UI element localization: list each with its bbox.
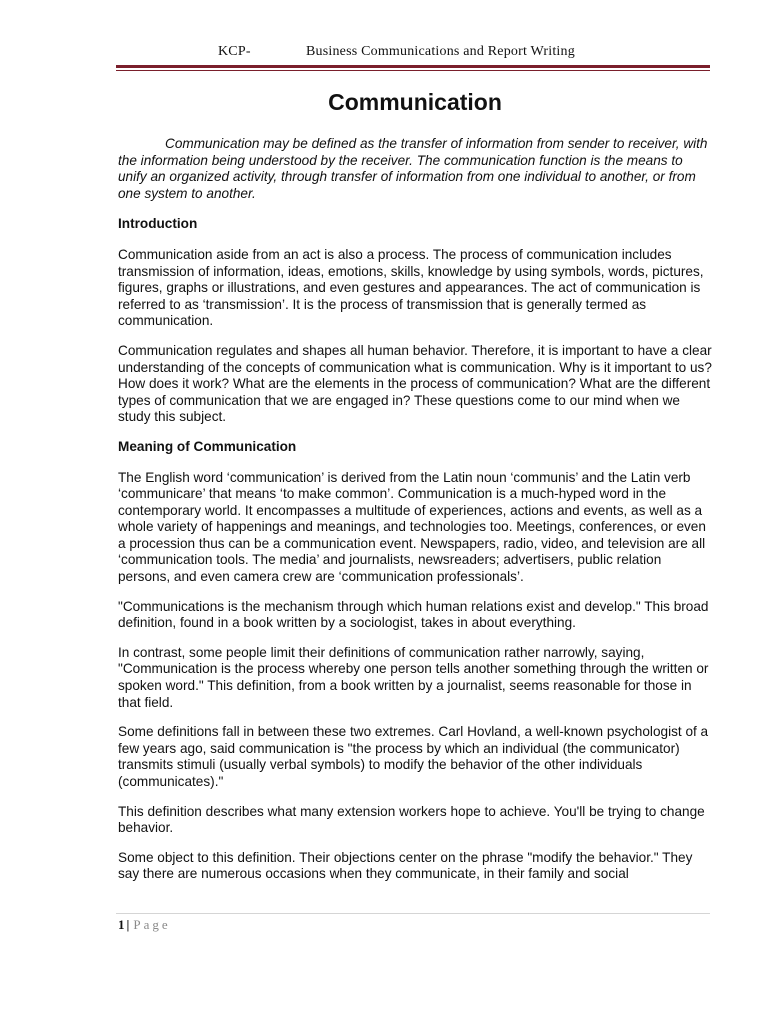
paragraph: Some definitions fall in between these two extremes. Carl Hovland, a well-known psychologist of a few years ago, said communication is "the process by which an individual (the communicator) transmits stimuli (usually verbal symbols) to modify the behavior of the other individuals (communicates)." [118,724,709,789]
abstract-text: Communication may be defined as the transfer of information from sender to receiver, with the information being understood by the receiver. The communication function is the means to unify an organized activity, through transfer of information from one individual to another, or from one system to another. [118,136,708,201]
paragraph: Some object to this definition. Their objections center on the phrase "modify the behavior." They say there are numerous occasions when they communicate, in their family and social [118,849,693,882]
header-rule-thin [116,70,710,71]
header-rule [116,65,710,68]
document-title: Communication [328,89,502,115]
footer-separator: | [126,917,130,932]
document-body [118,84,712,896]
abstract-paragraph [118,136,712,202]
section-heading-meaning: Meaning of Communication [118,438,297,454]
paragraph: Communication aside from an act is also a process. The process of communication includes transmission of information, ideas, emotions, skills, knowledge by using symbols, words, pictures, figures, graphs or illustrations, and even gestures and appearances. The act of communication is referred to as ‘transmission’. It is the process of transmission that is generally termed as communication. [118,246,704,329]
page-number: 1 [118,917,125,932]
page-footer [118,917,171,933]
paragraph: Communication regulates and shapes all human behavior. Therefore, it is important to have a clear understanding of the concepts of communication what is communication. Why is it important to us? How does it work? What are the elements in the process of communication? What are the different types of communication that we are engaged in? These questions come to our mind when we study this subject. [118,342,712,425]
running-header [218,44,575,60]
footer-rule [116,913,710,914]
header-course-code: KCP- [218,44,251,59]
header-course-title: Business Communications and Report Writing [306,44,575,59]
paragraph: In contrast, some people limit their definitions of communication rather narrowly, saying, "Communication is the process whereby one person tells another something through the written or spoken word." This definition, from a book written by a journalist, seems reasonable for those in that field. [118,644,709,710]
section-heading-introduction: Introduction [118,216,198,232]
paragraph: "Communications is the mechanism through which human relations exist and develop." This broad definition, found in a book written by a sociologist, takes in about everything. [118,598,709,631]
page-label: Page [133,917,171,932]
paragraph: This definition describes what many extension workers hope to achieve. You'll be trying to change behavior. [118,803,705,836]
paragraph: The English word ‘communication’ is derived from the Latin noun ‘communis’ and the Latin verb ‘communicare’ that means ‘to make common’. Communication is a much-hyped word in the contemporary world. It encompasses a multitude of experiences, actions and events, as well as a whole variety of happenings and meanings, and technologies too. Meetings, conferences, or even a procession thus can be a communication event. Newspapers, radio, video, and television are all ‘communication tools. The media’ and journalists, newsreaders; advertisers, public relation persons, and even camera crew are ‘communication professionals’. [118,469,706,585]
